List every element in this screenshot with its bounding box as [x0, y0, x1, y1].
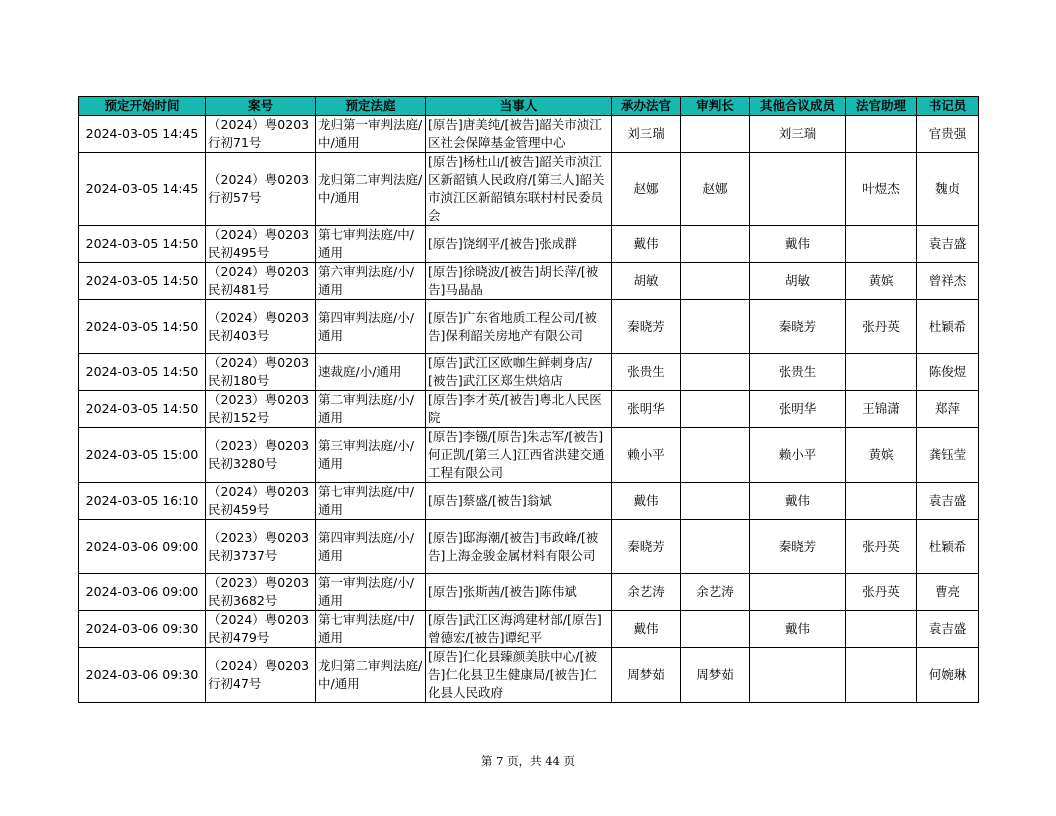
table-row [79, 226, 979, 263]
cell-panel-members: 戴伟 [750, 483, 846, 520]
cell-case-number: （2024）粤0203民初459号 [206, 483, 316, 520]
cell-clerk: 杜颖希 [917, 300, 979, 354]
cell-parties: [原告]杨杜山/[被告]韶关市浈江区新韶镇人民政府/[第三人]韶关市浈江区新韶镇东联村村民委员会 [426, 153, 612, 226]
cell-presiding-judge: 赖小平 [612, 428, 681, 483]
cell-clerk: 龚钰莹 [917, 428, 979, 483]
table-row [79, 574, 979, 611]
cell-chief-judge [681, 226, 750, 263]
table-row [79, 391, 979, 428]
table-row [79, 263, 979, 300]
column-header-start-time: 预定开始时间 [79, 97, 206, 116]
cell-case-number: （2024）粤0203民初495号 [206, 226, 316, 263]
cell-clerk: 官贵强 [917, 116, 979, 153]
cell-chief-judge: 周梦茹 [681, 648, 750, 703]
column-header-clerk: 书记员 [917, 97, 979, 116]
cell-clerk: 曾祥杰 [917, 263, 979, 300]
cell-chief-judge: 余艺涛 [681, 574, 750, 611]
cell-start-time: 2024-03-05 14:50 [79, 300, 206, 354]
cell-presiding-judge: 张贵生 [612, 354, 681, 391]
cell-start-time: 2024-03-05 14:45 [79, 116, 206, 153]
cell-parties: [原告]武江区海鸿建材部/[原告]曾德宏/[被告]谭纪平 [426, 611, 612, 648]
cell-courtroom: 第七审判法庭/中/通用 [316, 611, 426, 648]
cell-chief-judge [681, 263, 750, 300]
table-row [79, 520, 979, 574]
table-row [79, 153, 979, 226]
cell-courtroom: 龙归第二审判法庭/中/通用 [316, 153, 426, 226]
cell-case-number: （2023）粤0203民初3280号 [206, 428, 316, 483]
cell-start-time: 2024-03-05 14:45 [79, 153, 206, 226]
cell-panel-members: 刘三瑞 [750, 116, 846, 153]
cell-parties: [原告]饶纲平/[被告]张成群 [426, 226, 612, 263]
cell-judge-assistant: 黄嫔 [846, 263, 917, 300]
cell-presiding-judge: 戴伟 [612, 611, 681, 648]
cell-case-number: （2024）粤0203民初403号 [206, 300, 316, 354]
cell-panel-members: 张贵生 [750, 354, 846, 391]
cell-panel-members [750, 648, 846, 703]
cell-clerk: 袁吉盛 [917, 611, 979, 648]
cell-presiding-judge: 赵娜 [612, 153, 681, 226]
table-row [79, 428, 979, 483]
cell-case-number: （2023）粤0203民初3682号 [206, 574, 316, 611]
cell-courtroom: 龙归第一审判法庭/中/通用 [316, 116, 426, 153]
cell-chief-judge [681, 391, 750, 428]
cell-case-number: （2024）粤0203民初180号 [206, 354, 316, 391]
cell-courtroom: 速裁庭/小/通用 [316, 354, 426, 391]
table-row [79, 354, 979, 391]
column-header-parties: 当事人 [426, 97, 612, 116]
cell-panel-members: 秦晓芳 [750, 300, 846, 354]
column-header-case-number: 案号 [206, 97, 316, 116]
table-header-row [79, 97, 979, 116]
cell-judge-assistant [846, 611, 917, 648]
cell-courtroom: 第四审判法庭/小/通用 [316, 300, 426, 354]
cell-parties: [原告]仁化县臻颜美肤中心/[被告]仁化县卫生健康局/[被告]仁化县人民政府 [426, 648, 612, 703]
cell-parties: [原告]武江区欧咖生鲜刺身店/[被告]武江区郑生烘焙店 [426, 354, 612, 391]
cell-judge-assistant: 张丹英 [846, 520, 917, 574]
cell-courtroom: 第一审判法庭/小/通用 [316, 574, 426, 611]
cell-presiding-judge: 戴伟 [612, 226, 681, 263]
cell-chief-judge [681, 354, 750, 391]
cell-start-time: 2024-03-05 16:10 [79, 483, 206, 520]
cell-case-number: （2024）粤0203行初57号 [206, 153, 316, 226]
cell-panel-members: 秦晓芳 [750, 520, 846, 574]
cell-case-number: （2024）粤0203民初479号 [206, 611, 316, 648]
table-row [79, 300, 979, 354]
cell-presiding-judge: 戴伟 [612, 483, 681, 520]
cell-presiding-judge: 胡敏 [612, 263, 681, 300]
cell-presiding-judge: 刘三瑞 [612, 116, 681, 153]
cell-judge-assistant: 叶煜杰 [846, 153, 917, 226]
cell-parties: [原告]李镪/[原告]朱志军/[被告]何正凯/[第三人]江西省洪建交通工程有限公司 [426, 428, 612, 483]
cell-judge-assistant [846, 226, 917, 263]
column-header-courtroom: 预定法庭 [316, 97, 426, 116]
cell-case-number: （2023）粤0203民初152号 [206, 391, 316, 428]
cell-chief-judge [681, 428, 750, 483]
cell-clerk: 袁吉盛 [917, 226, 979, 263]
cell-chief-judge: 赵娜 [681, 153, 750, 226]
cell-courtroom: 第二审判法庭/小/通用 [316, 391, 426, 428]
cell-start-time: 2024-03-05 15:00 [79, 428, 206, 483]
hearing-schedule-table [78, 96, 979, 703]
cell-clerk: 郑萍 [917, 391, 979, 428]
cell-clerk: 袁吉盛 [917, 483, 979, 520]
cell-start-time: 2024-03-06 09:00 [79, 574, 206, 611]
cell-judge-assistant [846, 354, 917, 391]
cell-presiding-judge: 余艺涛 [612, 574, 681, 611]
column-header-chief-judge: 审判长 [681, 97, 750, 116]
cell-clerk: 陈俊煜 [917, 354, 979, 391]
cell-panel-members: 胡敏 [750, 263, 846, 300]
table-row [79, 483, 979, 520]
cell-start-time: 2024-03-05 14:50 [79, 226, 206, 263]
cell-chief-judge [681, 611, 750, 648]
cell-judge-assistant [846, 648, 917, 703]
cell-panel-members: 戴伟 [750, 611, 846, 648]
cell-start-time: 2024-03-06 09:30 [79, 648, 206, 703]
cell-courtroom: 龙归第二审判法庭/中/通用 [316, 648, 426, 703]
cell-case-number: （2024）粤0203行初71号 [206, 116, 316, 153]
cell-panel-members: 赖小平 [750, 428, 846, 483]
column-header-presiding-judge: 承办法官 [612, 97, 681, 116]
cell-parties: [原告]蔡盛/[被告]翁斌 [426, 483, 612, 520]
cell-parties: [原告]广东省地质工程公司/[被告]保利韶关房地产有限公司 [426, 300, 612, 354]
cell-parties: [原告]徐晓波/[被告]胡长萍/[被告]马晶晶 [426, 263, 612, 300]
cell-start-time: 2024-03-06 09:30 [79, 611, 206, 648]
page-footer: 第 7 页，共 44 页 [480, 754, 576, 768]
cell-case-number: （2023）粤0203民初3737号 [206, 520, 316, 574]
cell-presiding-judge: 秦晓芳 [612, 300, 681, 354]
cell-start-time: 2024-03-05 14:50 [79, 354, 206, 391]
cell-clerk: 曹亮 [917, 574, 979, 611]
table-row [79, 611, 979, 648]
cell-parties: [原告]李才英/[被告]粤北人民医院 [426, 391, 612, 428]
cell-start-time: 2024-03-06 09:00 [79, 520, 206, 574]
cell-courtroom: 第六审判法庭/小/通用 [316, 263, 426, 300]
cell-judge-assistant: 王锦潇 [846, 391, 917, 428]
cell-chief-judge [681, 300, 750, 354]
cell-case-number: （2024）粤0203民初481号 [206, 263, 316, 300]
table-row [79, 116, 979, 153]
cell-parties: [原告]张斯茜/[被告]陈伟斌 [426, 574, 612, 611]
cell-judge-assistant [846, 116, 917, 153]
cell-panel-members: 张明华 [750, 391, 846, 428]
cell-judge-assistant: 张丹英 [846, 574, 917, 611]
cell-panel-members [750, 574, 846, 611]
cell-panel-members [750, 153, 846, 226]
cell-presiding-judge: 张明华 [612, 391, 681, 428]
cell-start-time: 2024-03-05 14:50 [79, 263, 206, 300]
cell-panel-members: 戴伟 [750, 226, 846, 263]
cell-presiding-judge: 周梦茹 [612, 648, 681, 703]
cell-clerk: 魏贞 [917, 153, 979, 226]
cell-courtroom: 第四审判法庭/小/通用 [316, 520, 426, 574]
cell-clerk: 杜颖希 [917, 520, 979, 574]
column-header-panel-members: 其他合议成员 [750, 97, 846, 116]
cell-courtroom: 第七审判法庭/中/通用 [316, 226, 426, 263]
cell-judge-assistant: 张丹英 [846, 300, 917, 354]
cell-clerk: 何婉琳 [917, 648, 979, 703]
cell-chief-judge [681, 520, 750, 574]
cell-presiding-judge: 秦晓芳 [612, 520, 681, 574]
column-header-judge-assistant: 法官助理 [846, 97, 917, 116]
cell-courtroom: 第七审判法庭/中/通用 [316, 483, 426, 520]
cell-case-number: （2024）粤0203行初47号 [206, 648, 316, 703]
cell-start-time: 2024-03-05 14:50 [79, 391, 206, 428]
cell-judge-assistant: 黄嫔 [846, 428, 917, 483]
cell-courtroom: 第三审判法庭/小/通用 [316, 428, 426, 483]
cell-judge-assistant [846, 483, 917, 520]
cell-chief-judge [681, 116, 750, 153]
table-row [79, 648, 979, 703]
cell-parties: [原告]唐美纯/[被告]韶关市浈江区社会保障基金管理中心 [426, 116, 612, 153]
cell-chief-judge [681, 483, 750, 520]
cell-parties: [原告]邸海潮/[被告]韦政峰/[被告]上海金骏金属材料有限公司 [426, 520, 612, 574]
